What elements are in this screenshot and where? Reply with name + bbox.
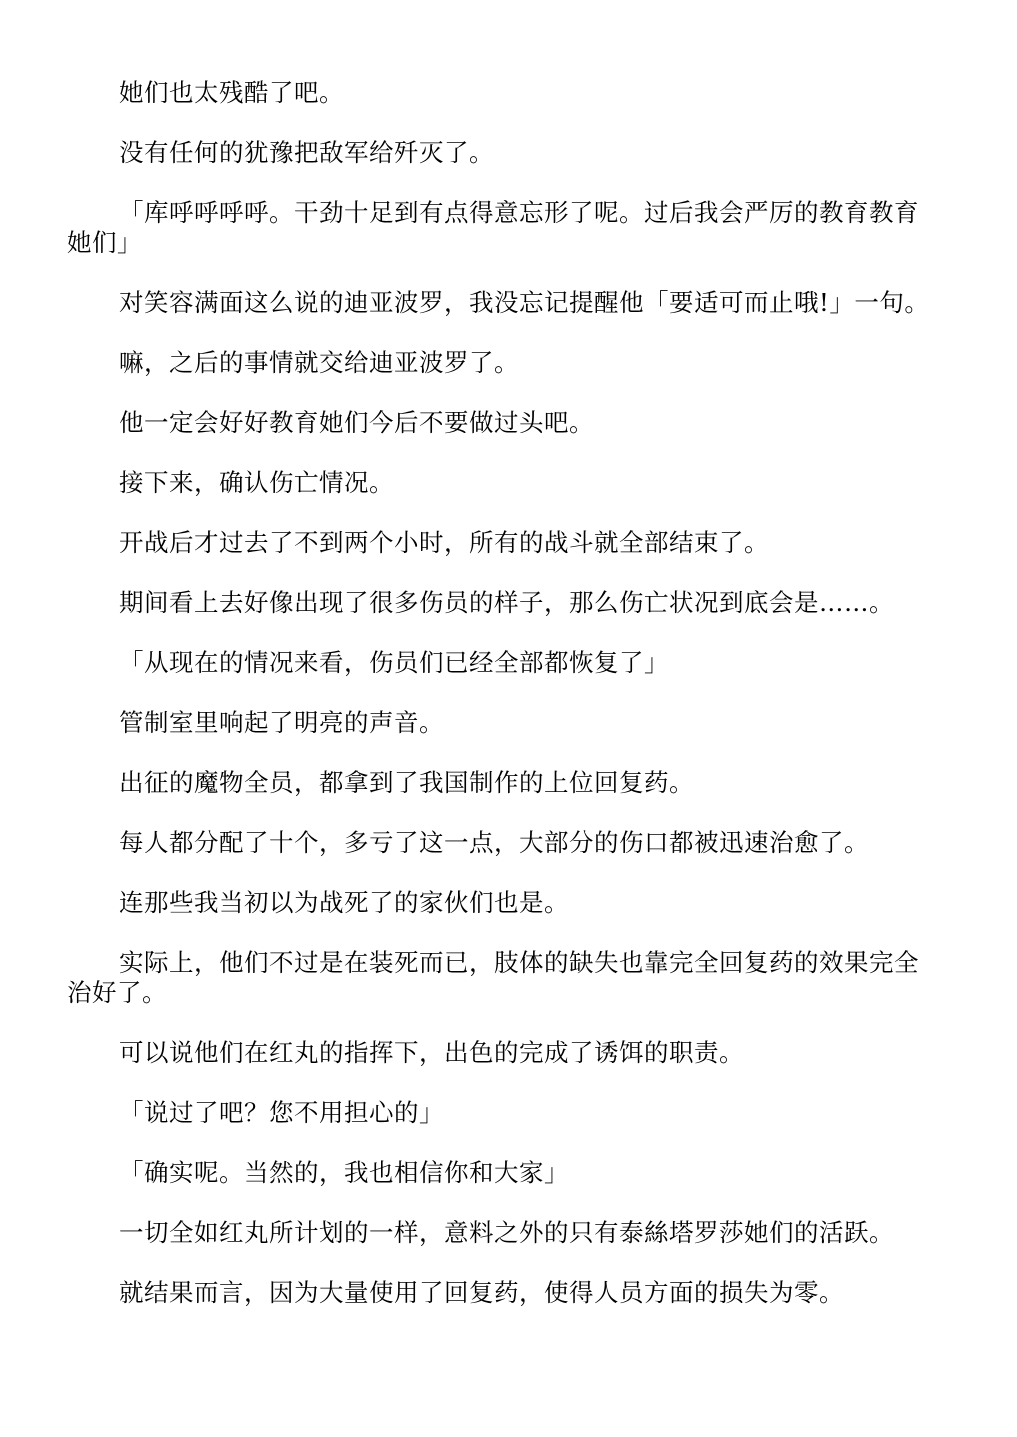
paragraph: 就结果而言，因为大量使用了回复药，使得人员方面的损失为零。: [119, 1278, 844, 1307]
paragraph: 一切全如红丸所计划的一样，意料之外的只有泰絲塔罗莎她们的活跃。: [119, 1218, 894, 1247]
paragraph: 实际上，他们不过是在装死而已，肢体的缺失也靠完全回复药的效果完全治好了。: [67, 948, 919, 1007]
paragraph: 他一定会好好教育她们今后不要做过头吧。: [119, 408, 594, 437]
paragraph: 期间看上去好像出现了很多伤员的样子，那么伤亡状况到底会是……。: [119, 588, 894, 617]
paragraph: 没有任何的犹豫把敌军给歼灭了。: [119, 138, 494, 167]
paragraph: 接下来，确认伤亡情况。: [119, 468, 394, 497]
paragraph: 「库呼呼呼呼。干劲十足到有点得意忘形了呢。过后我会严厉的教育教育她们」: [67, 198, 919, 257]
paragraph: 每人都分配了十个，多亏了这一点，大部分的伤口都被迅速治愈了。: [119, 828, 869, 857]
paragraph: 开战后才过去了不到两个小时，所有的战斗就全部结束了。: [119, 528, 769, 557]
paragraph: 嘛，之后的事情就交给迪亚波罗了。: [119, 348, 519, 377]
paragraph: 连那些我当初以为战死了的家伙们也是。: [119, 888, 569, 917]
paragraph: 「从现在的情况来看，伤员们已经全部都恢复了」: [119, 648, 669, 677]
paragraph: 「说过了吧？您不用担心的」: [119, 1098, 444, 1127]
document-body: [67, 78, 933, 1338]
paragraph: 管制室里响起了明亮的声音。: [119, 708, 444, 737]
paragraph: 「确实呢。当然的，我也相信你和大家」: [119, 1158, 569, 1187]
paragraph: 可以说他们在红丸的指挥下，出色的完成了诱饵的职责。: [119, 1038, 744, 1067]
paragraph: 出征的魔物全员，都拿到了我国制作的上位回复药。: [119, 768, 694, 797]
paragraph: 她们也太残酷了吧。: [119, 78, 344, 107]
paragraph: 对笑容满面这么说的迪亚波罗，我没忘记提醒他「要适可而止哦!」一句。: [119, 288, 930, 317]
